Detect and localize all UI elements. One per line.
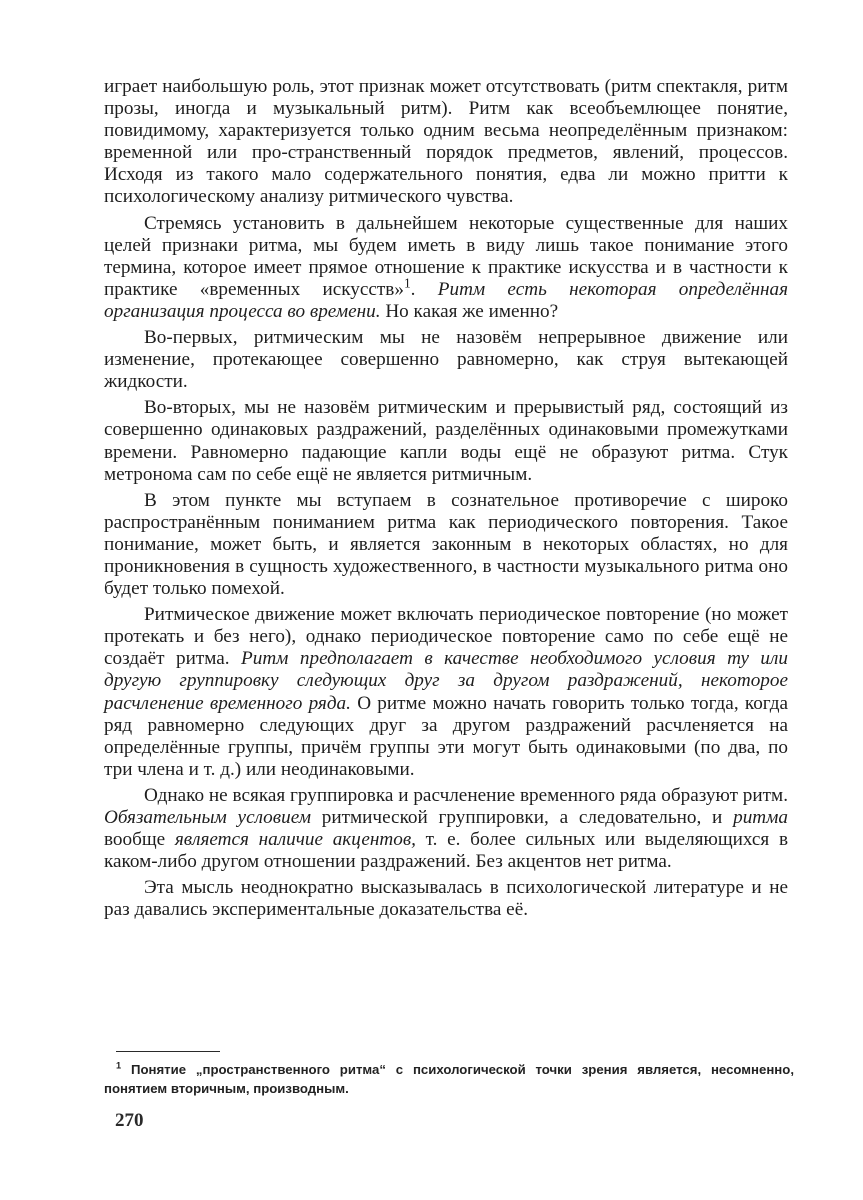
- paragraph-7-italic-c: является наличие акцентов,: [174, 829, 416, 851]
- footnote: [104, 1060, 794, 1098]
- paragraph-2-text-b: .: [410, 278, 438, 300]
- paragraph-6: [104, 604, 788, 781]
- paragraph-3: [104, 327, 788, 393]
- paragraph-6-italic: Ритм предполагает в качестве необходимого условия ту или другую группировку следующих друг за другом раздражений, некоторое расчленение временного ряда.: [104, 648, 788, 714]
- paragraph-4-text: Во-вторых, мы не назовём ритмическим и прерывистый ряд, состоящий из совершенно одинаковых раздражений, разделённых одинаковыми промежутками времени. Равномерно падающие капли воды ещё не образуют ритма. Стук метронома сам по себе ещё не является ритмичным.: [104, 397, 788, 485]
- paragraph-2: [104, 213, 788, 323]
- paragraph-8-text: Эта мысль неоднократно высказывалась в психологической литературе и не раз давались экспериментальные доказательства её.: [104, 877, 788, 921]
- paragraph-7: [104, 785, 788, 873]
- footnote-text: Понятие „пространственного ритма“ с психологической точки зрения является, несомненно, понятием вторичным, производным.: [104, 1062, 794, 1096]
- paragraph-7-text-c: вообще: [104, 829, 175, 851]
- paragraph-7-text-a: Однако не всякая группировка и расчленение временного ряда образуют ритм.: [144, 784, 788, 806]
- footnote-reference: 1: [403, 275, 411, 291]
- paragraph-6-text-a: Ритмическое движение может включать периодическое повторение (но может протекать и без него), однако периодическое повторение само по себе ещё не создаёт ритма.: [104, 604, 788, 670]
- paragraph-1: [104, 76, 788, 209]
- paragraph-3-text: Во-первых, ритмическим мы не назовём непрерывное движение или изменение, протекающее совершенно равномерно, как струя вытекающей жидкости.: [104, 327, 788, 393]
- paragraph-2-text-c: Но какая же именно?: [380, 300, 559, 322]
- paragraph-7-italic-b: ритма: [733, 807, 788, 828]
- paragraph-8: [104, 877, 788, 921]
- paragraph-5-text: В этом пункте мы вступаем в сознательное противоречие с широко распространённым пониманием ритма как периодического повторения. Такое понимание, может быть, и является законным в некоторых областях, но для проникновения в сущность художественного, в частности музыкального ритма оно будет только помехой.: [104, 489, 788, 600]
- footnote-marker: 1: [116, 1060, 122, 1071]
- paragraph-7-text-b: ритмической группировки, а следовательно, и: [310, 807, 734, 828]
- paragraph-7-italic-a: Обязательным условием: [104, 807, 311, 828]
- paragraph-6-text-b: О ритме можно начать говорить только тогда, когда ряд равномерно следующих друг за другом раздражений расчленяется на определённые группы, причём группы эти могут быть одинаковыми (по два, по три члена и т. д.) или неодинаковыми.: [104, 692, 789, 780]
- paragraph-7-text-d: т. е. более сильных или выделяющихся в каком-либо другом отношении раздражений. Без акцентов нет ритма.: [104, 829, 788, 873]
- paragraph-5: [104, 490, 788, 600]
- footnote-divider: [116, 1051, 220, 1052]
- paragraph-4: [104, 397, 788, 485]
- paragraph-2-italic: Ритм есть некоторая определённая организация процесса во времени.: [104, 278, 789, 322]
- page-body: [104, 76, 788, 925]
- page-number: 270: [115, 1110, 144, 1131]
- paragraph-1-text: играет наибольшую роль, этот признак может отсутствовать (ритм спектакля, ритм прозы, иногда и музыкальный ритм). Ритм как всеобъемлющее понятие, повидимому, характеризуется только одним весьма неопределённым признаком: временной или про-странственный порядок предметов, явлений, процессов. Исходя из такого мало содержательного понятия, едва ли можно притти к психологическому анализу ритмического чувства.: [104, 76, 788, 208]
- paragraph-2-text-a: Стремясь установить в дальнейшем некоторые существенные для наших целей признаки ритма, мы будем иметь в виду лишь такое понимание этого термина, которое имеет прямое отношение к практике искусства и в частности к практике «временных искусств»: [104, 212, 788, 300]
